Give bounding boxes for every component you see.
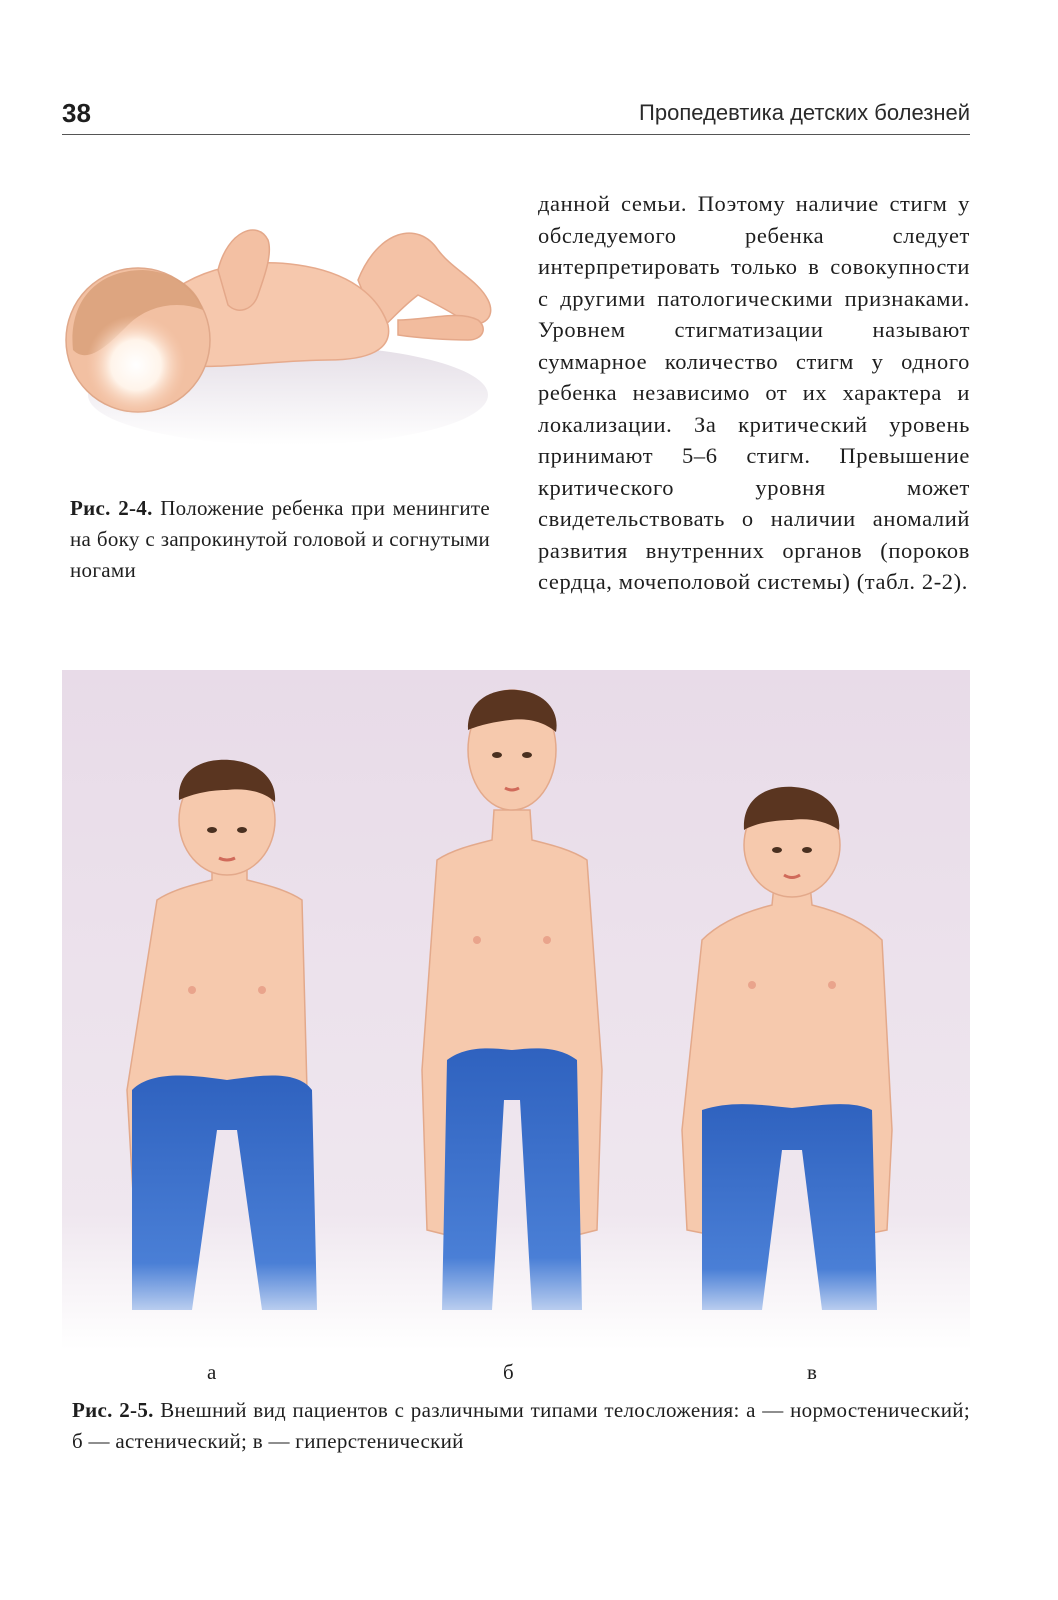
body-paragraph: данной семьи. Поэтому наличие стигм у обследуемого ребенка следует интерпретировать только в совокупности с другими патологическими признаками. Уровнем стигматизации называют суммарное количество стигм у одного ребенка независимо от их характера и локализации. За критический уровень принимают 5–6 стигм. Превышение критического уровня может свидетельствовать о наличии аномалий развития внутренних органов (пороков сердца, мочеполовой системы) (табл. 2-2).	[538, 191, 970, 594]
running-title: Пропедевтика детских болезней	[639, 100, 970, 125]
figure-2-5-label: Рис. 2-5.	[72, 1398, 154, 1422]
figure-2-5-illustration	[62, 670, 970, 1350]
figure-2-4-illustration	[58, 200, 498, 470]
figure-2-4-caption	[70, 493, 490, 586]
figure-2-4-caption-text: Положение ребенка при менингите на боку с запрокинутой головой и согнутыми ногами	[70, 496, 490, 582]
panel-label-a: а	[207, 1360, 217, 1384]
header-rule	[62, 134, 970, 135]
panel-label-c: в	[807, 1360, 817, 1384]
panel-label-b: б	[503, 1360, 514, 1384]
figure-2-4-label: Рис. 2-4.	[70, 496, 153, 520]
page-number: 38	[62, 98, 91, 128]
figure-2-5-caption-text: Внешний вид пациентов с различными типами телосложения: а — нормостенический; б — астенический; в — гиперстенический	[72, 1398, 970, 1453]
figure-2-5-caption	[72, 1395, 970, 1457]
body-text	[538, 188, 970, 598]
